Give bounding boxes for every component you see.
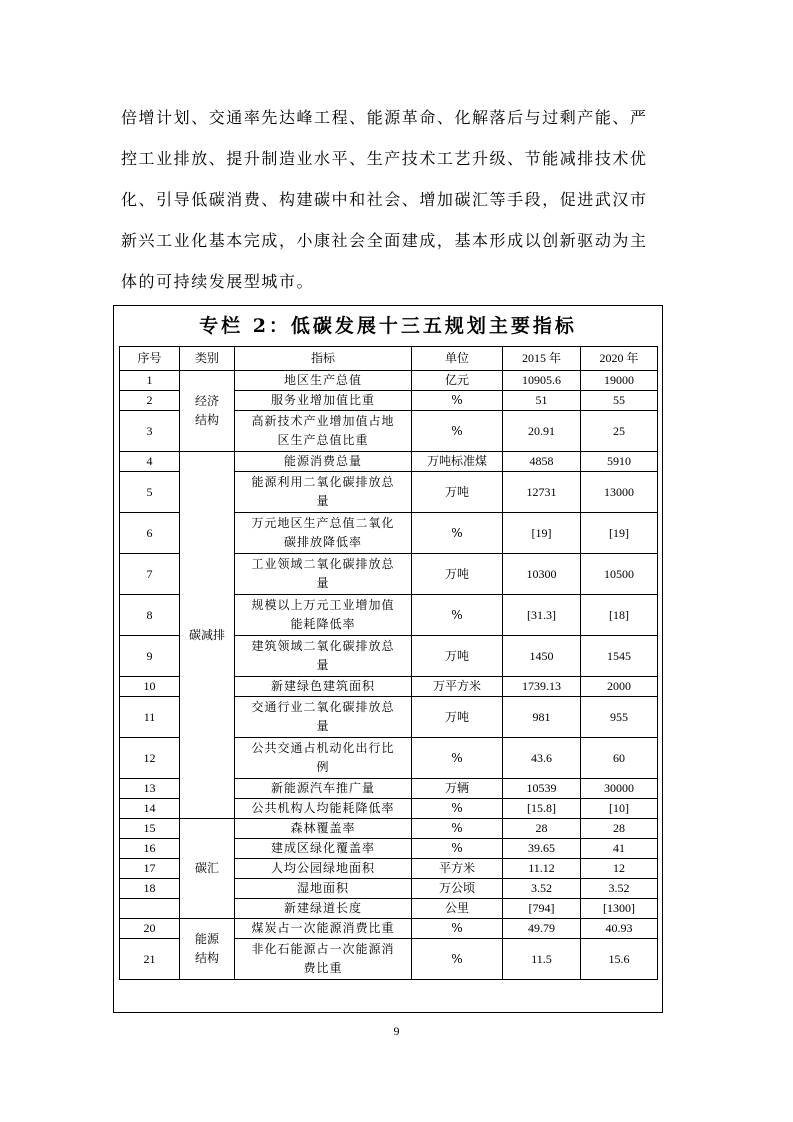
header-category: 类别 xyxy=(180,347,235,371)
value-2020-cell: 19000 xyxy=(581,371,658,391)
unit-cell: % xyxy=(412,595,503,636)
indicator-cell: 地区生产总值 xyxy=(235,371,412,391)
box-title: 专栏 2：低碳发展十三五规划主要指标 xyxy=(199,315,577,337)
indicator-cell xyxy=(235,697,412,738)
value-2015-cell: 3.52 xyxy=(503,879,581,899)
unit-cell: 万平方米 xyxy=(412,677,503,697)
unit-cell: % xyxy=(412,391,503,411)
indicator-cell: 森林覆盖率 xyxy=(235,819,412,839)
seq-cell: 14 xyxy=(120,799,180,819)
table-row xyxy=(120,452,658,472)
indicator-cell: 建成区绿化覆盖率 xyxy=(235,839,412,859)
table-row xyxy=(120,819,658,839)
unit-cell: 亿元 xyxy=(412,371,503,391)
value-2020-cell: 41 xyxy=(581,839,658,859)
paragraph-line: 新兴工业化基本完成，小康社会全面建成，基本形成以创新驱动为主 xyxy=(121,231,648,250)
seq-cell: 7 xyxy=(120,554,180,595)
category-label: 结构 xyxy=(194,951,219,965)
seq-cell: 11 xyxy=(120,697,180,738)
seq-cell xyxy=(120,899,180,919)
value-2015-cell: 11.5 xyxy=(503,939,581,980)
indicator-line: 区生产总值比重 xyxy=(277,433,369,447)
value-2020-cell: 30000 xyxy=(581,779,658,799)
indicator-cell xyxy=(235,636,412,677)
seq-cell: 1 xyxy=(120,371,180,391)
seq-cell: 20 xyxy=(120,919,180,939)
indicator-line: 量 xyxy=(316,576,330,590)
seq-cell: 4 xyxy=(120,452,180,472)
indicator-cell xyxy=(235,554,412,595)
value-2020-cell: 28 xyxy=(581,819,658,839)
value-2015-cell: 11.12 xyxy=(503,859,581,879)
indicator-line: 高新技术产业增加值占地 xyxy=(251,414,395,428)
value-2020-cell: 5910 xyxy=(581,452,658,472)
value-2015-cell: 28 xyxy=(503,819,581,839)
value-2020-cell: 25 xyxy=(581,411,658,452)
value-2020-cell: 60 xyxy=(581,738,658,779)
category-cell-carbon-sink: 碳汇 xyxy=(180,819,235,919)
value-2020-cell: [10] xyxy=(581,799,658,819)
paragraph-line: 化、引导低碳消费、构建碳中和社会、增加碳汇等手段，促进武汉市 xyxy=(121,190,648,209)
category-label: 能源 xyxy=(194,932,219,946)
seq-cell: 9 xyxy=(120,636,180,677)
page-number: 9 xyxy=(393,1024,400,1038)
seq-cell: 15 xyxy=(120,819,180,839)
paragraph-line: 控工业排放、提升制造业水平、生产技术工艺升级、节能减排技术优 xyxy=(121,149,648,168)
indicator-line: 量 xyxy=(316,719,330,733)
unit-cell: % xyxy=(412,819,503,839)
value-2015-cell: 4858 xyxy=(503,452,581,472)
indicator-line: 规模以上万元工业增加值 xyxy=(251,598,395,612)
indicator-line: 交通行业二氧化碳排放总 xyxy=(251,700,395,714)
unit-cell: 万辆 xyxy=(412,779,503,799)
category-cell-carbon-reduction: 碳减排 xyxy=(180,452,235,819)
unit-cell: % xyxy=(412,799,503,819)
value-2015-cell: 1450 xyxy=(503,636,581,677)
indicator-line: 例 xyxy=(316,760,330,774)
indicator-line: 万元地区生产总值二氧化 xyxy=(251,516,395,530)
value-2020-cell: 55 xyxy=(581,391,658,411)
value-2015-cell: 12731 xyxy=(503,472,581,513)
seq-cell: 3 xyxy=(120,411,180,452)
indicator-cell: 煤炭占一次能源消费比重 xyxy=(235,919,412,939)
value-2015-cell: 43.6 xyxy=(503,738,581,779)
value-2015-cell: 20.91 xyxy=(503,411,581,452)
value-2015-cell: 10300 xyxy=(503,554,581,595)
indicator-line: 非化石能源占一次能源消 xyxy=(251,942,395,956)
value-2020-cell: [1300] xyxy=(581,899,658,919)
value-2020-cell: 13000 xyxy=(581,472,658,513)
indicator-line: 能源利用二氧化碳排放总 xyxy=(251,475,395,489)
indicator-line: 费比重 xyxy=(303,961,343,975)
table-row xyxy=(120,919,658,939)
category-label: 经济 xyxy=(194,394,219,408)
header-seq: 序号 xyxy=(120,347,180,371)
value-2020-cell: 1545 xyxy=(581,636,658,677)
seq-cell: 2 xyxy=(120,391,180,411)
indicator-cell xyxy=(235,411,412,452)
indicator-cell: 人均公园绿地面积 xyxy=(235,859,412,879)
seq-cell: 12 xyxy=(120,738,180,779)
header-2015: 2015 年 xyxy=(503,347,581,371)
indicator-line: 量 xyxy=(316,494,330,508)
header-2020: 2020 年 xyxy=(581,347,658,371)
unit-cell: 万吨 xyxy=(412,554,503,595)
unit-cell: % xyxy=(412,513,503,554)
unit-cell: 万吨标准煤 xyxy=(412,452,503,472)
value-2015-cell: 49.79 xyxy=(503,919,581,939)
indicator-cell: 新能源汽车推广量 xyxy=(235,779,412,799)
indicator-line: 工业领域二氧化碳排放总 xyxy=(251,557,395,571)
indicator-line: 建筑领域二氧化碳排放总 xyxy=(251,639,395,653)
value-2015-cell: [15.8] xyxy=(503,799,581,819)
category-cell-economic xyxy=(180,371,235,452)
value-2015-cell: 10905.6 xyxy=(503,371,581,391)
seq-cell: 8 xyxy=(120,595,180,636)
value-2015-cell: 39.65 xyxy=(503,839,581,859)
seq-cell: 6 xyxy=(120,513,180,554)
unit-cell: % xyxy=(412,839,503,859)
seq-cell: 5 xyxy=(120,472,180,513)
paragraph-line: 倍增计划、交通率先达峰工程、能源革命、化解落后与过剩产能、严 xyxy=(121,108,648,127)
indicator-line: 量 xyxy=(316,658,330,672)
value-2015-cell: 1739.13 xyxy=(503,677,581,697)
table-row xyxy=(120,371,658,391)
unit-cell: % xyxy=(412,411,503,452)
indicator-line: 公共交通占机动化出行比 xyxy=(251,741,395,755)
seq-cell: 21 xyxy=(120,939,180,980)
seq-cell: 13 xyxy=(120,779,180,799)
unit-cell: 万吨 xyxy=(412,697,503,738)
indicator-line: 能耗降低率 xyxy=(290,617,356,631)
indicator-cell: 能源消费总量 xyxy=(235,452,412,472)
value-2020-cell: 15.6 xyxy=(581,939,658,980)
unit-cell: 公里 xyxy=(412,899,503,919)
category-cell-energy xyxy=(180,919,235,980)
seq-cell: 18 xyxy=(120,879,180,899)
value-2020-cell: [19] xyxy=(581,513,658,554)
indicator-line: 碳排放降低率 xyxy=(283,535,362,549)
table-header-row xyxy=(120,347,658,371)
value-2015-cell: [19] xyxy=(503,513,581,554)
paragraph-line: 体的可持续发展型城市。 xyxy=(121,272,315,291)
unit-cell: % xyxy=(412,919,503,939)
value-2020-cell: 10500 xyxy=(581,554,658,595)
indicator-cell xyxy=(235,513,412,554)
unit-cell: 万吨 xyxy=(412,636,503,677)
indicator-cell xyxy=(235,939,412,980)
unit-cell: 万公顷 xyxy=(412,879,503,899)
value-2020-cell: 2000 xyxy=(581,677,658,697)
value-2015-cell: 10539 xyxy=(503,779,581,799)
unit-cell: % xyxy=(412,738,503,779)
indicator-cell: 湿地面积 xyxy=(235,879,412,899)
unit-cell: 平方米 xyxy=(412,859,503,879)
indicator-cell xyxy=(235,595,412,636)
indicator-box xyxy=(113,305,663,1013)
value-2015-cell: [31.3] xyxy=(503,595,581,636)
value-2015-cell: 51 xyxy=(503,391,581,411)
value-2020-cell: 12 xyxy=(581,859,658,879)
seq-cell: 16 xyxy=(120,839,180,859)
category-label: 结构 xyxy=(194,413,219,427)
indicator-cell xyxy=(235,738,412,779)
value-2015-cell: [794] xyxy=(503,899,581,919)
header-indicator: 指标 xyxy=(235,347,412,371)
value-2020-cell: 3.52 xyxy=(581,879,658,899)
indicator-cell: 新建绿道长度 xyxy=(235,899,412,919)
value-2020-cell: [18] xyxy=(581,595,658,636)
body-paragraph xyxy=(121,97,676,302)
value-2020-cell: 40.93 xyxy=(581,919,658,939)
seq-cell: 17 xyxy=(120,859,180,879)
indicator-table xyxy=(119,346,658,980)
unit-cell: 万吨 xyxy=(412,472,503,513)
indicator-cell: 服务业增加值比重 xyxy=(235,391,412,411)
indicator-cell: 新建绿色建筑面积 xyxy=(235,677,412,697)
value-2015-cell: 981 xyxy=(503,697,581,738)
indicator-cell xyxy=(235,472,412,513)
seq-cell: 10 xyxy=(120,677,180,697)
header-unit: 单位 xyxy=(412,347,503,371)
indicator-cell: 公共机构人均能耗降低率 xyxy=(235,799,412,819)
unit-cell: % xyxy=(412,939,503,980)
value-2020-cell: 955 xyxy=(581,697,658,738)
